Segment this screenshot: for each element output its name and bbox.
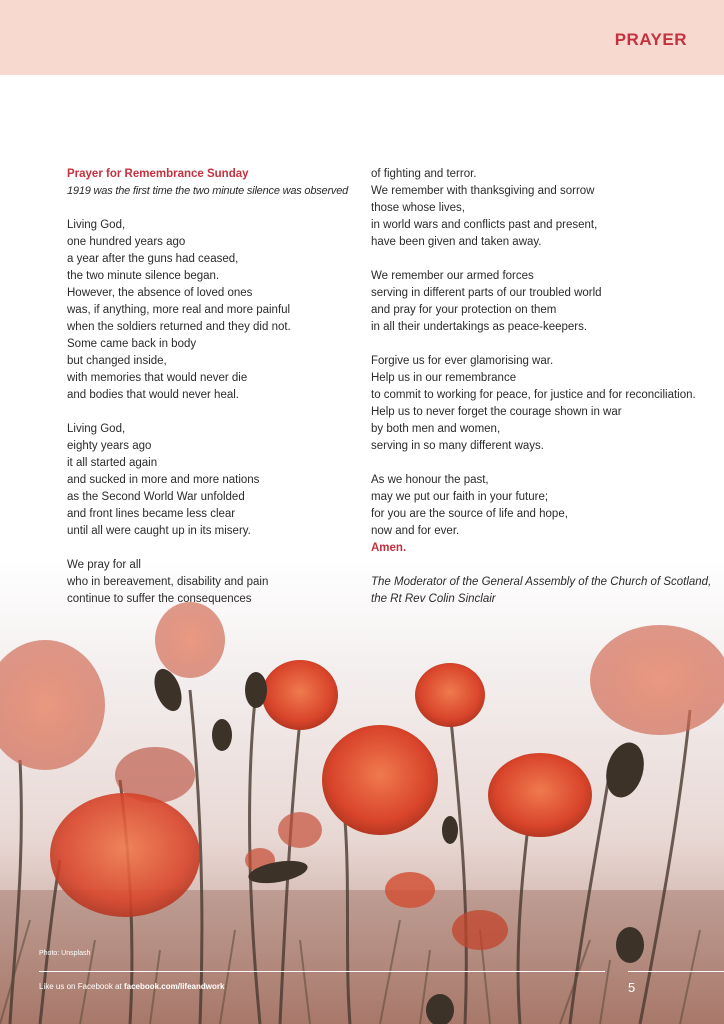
prayer-line: eighty years ago bbox=[67, 440, 152, 452]
prayer-right-column bbox=[371, 166, 712, 608]
prayer-line: We remember our armed forces bbox=[371, 270, 534, 282]
prayer-line: serving in different parts of our troubled world bbox=[371, 287, 602, 299]
prayer-line: now and for ever. bbox=[371, 525, 460, 537]
prayer-line: of fighting and terror. bbox=[371, 168, 477, 180]
prayer-line: with memories that would never die bbox=[67, 372, 248, 384]
photo-credit: Photo: Unsplash bbox=[39, 950, 91, 957]
prayer-line: as the Second World War unfolded bbox=[67, 491, 245, 503]
prayer-line: was, if anything, more real and more painful bbox=[67, 304, 291, 316]
page-number: 5 bbox=[628, 980, 636, 995]
footer-facebook-prefix: Like us on Facebook at bbox=[39, 982, 124, 991]
poppy-field-illustration bbox=[0, 560, 724, 1024]
prayer-line: may we put our faith in your future; bbox=[371, 491, 549, 503]
prayer-line: it all started again bbox=[67, 457, 158, 469]
prayer-line: continue to suffer the consequences bbox=[67, 593, 252, 605]
section-label: PRAYER bbox=[614, 30, 687, 49]
prayer-line: serving in so many different ways. bbox=[371, 440, 545, 452]
prayer-line: Some came back in body bbox=[67, 338, 197, 350]
prayer-line: We pray for all bbox=[67, 559, 141, 571]
prayer-line: and sucked in more and more nations bbox=[67, 474, 260, 486]
prayer-line: to commit to working for peace, for justice and for reconciliation. bbox=[371, 389, 696, 401]
prayer-line: who in bereavement, disability and pain bbox=[67, 576, 269, 588]
prayer-line: Living God, bbox=[67, 423, 126, 435]
prayer-line: by both men and women, bbox=[371, 423, 501, 435]
prayer-line: in world wars and conflicts past and present, bbox=[371, 219, 598, 231]
footer-facebook-link[interactable]: facebook.com/lifeandwork bbox=[123, 982, 225, 991]
prayer-line: As we honour the past, bbox=[371, 474, 489, 486]
prayer-line: in all their undertakings as peace-keepers. bbox=[371, 321, 588, 333]
prayer-line: Forgive us for ever glamorising war. bbox=[371, 355, 554, 367]
prayer-line: one hundred years ago bbox=[67, 236, 186, 248]
attribution-line-2: the Rt Rev Colin Sinclair bbox=[371, 593, 496, 605]
prayer-line: and bodies that would never heal. bbox=[67, 389, 239, 401]
attribution-line-1: The Moderator of the General Assembly of the Church of Scotland, bbox=[371, 576, 712, 588]
right-stanzas bbox=[371, 166, 701, 540]
footer-facebook bbox=[39, 982, 224, 991]
prayer-line: and front lines became less clear bbox=[67, 508, 236, 520]
prayer-subtitle: 1919 was the first time the two minute silence was observed bbox=[67, 185, 349, 197]
prayer-line: However, the absence of loved ones bbox=[67, 287, 253, 299]
prayer-line: have been given and taken away. bbox=[371, 236, 542, 248]
footer-rule-page bbox=[628, 971, 724, 972]
prayer-line: Help us to never forget the courage shown in war bbox=[371, 406, 622, 418]
prayer-line: Help us in our remembrance bbox=[371, 372, 517, 384]
prayer-title: Prayer for Remembrance Sunday bbox=[67, 168, 249, 180]
left-stanzas bbox=[67, 217, 347, 608]
poppy-photo bbox=[0, 560, 724, 1024]
prayer-line: and pray for your protection on them bbox=[371, 304, 557, 316]
prayer-line: a year after the guns had ceased, bbox=[67, 253, 239, 265]
prayer-left-column bbox=[67, 166, 347, 608]
prayer-line: until all were caught up in its misery. bbox=[67, 525, 251, 537]
prayer-line: Living God, bbox=[67, 219, 126, 231]
prayer-line: for you are the source of life and hope, bbox=[371, 508, 568, 520]
prayer-line: the two minute silence began. bbox=[67, 270, 220, 282]
footer-rule bbox=[39, 971, 605, 972]
prayer-line: but changed inside, bbox=[67, 355, 167, 367]
amen: Amen. bbox=[371, 542, 407, 554]
prayer-line: those whose lives, bbox=[371, 202, 465, 214]
prayer-line: when the soldiers returned and they did not. bbox=[67, 321, 291, 333]
prayer-line: We remember with thanksgiving and sorrow bbox=[371, 185, 595, 197]
